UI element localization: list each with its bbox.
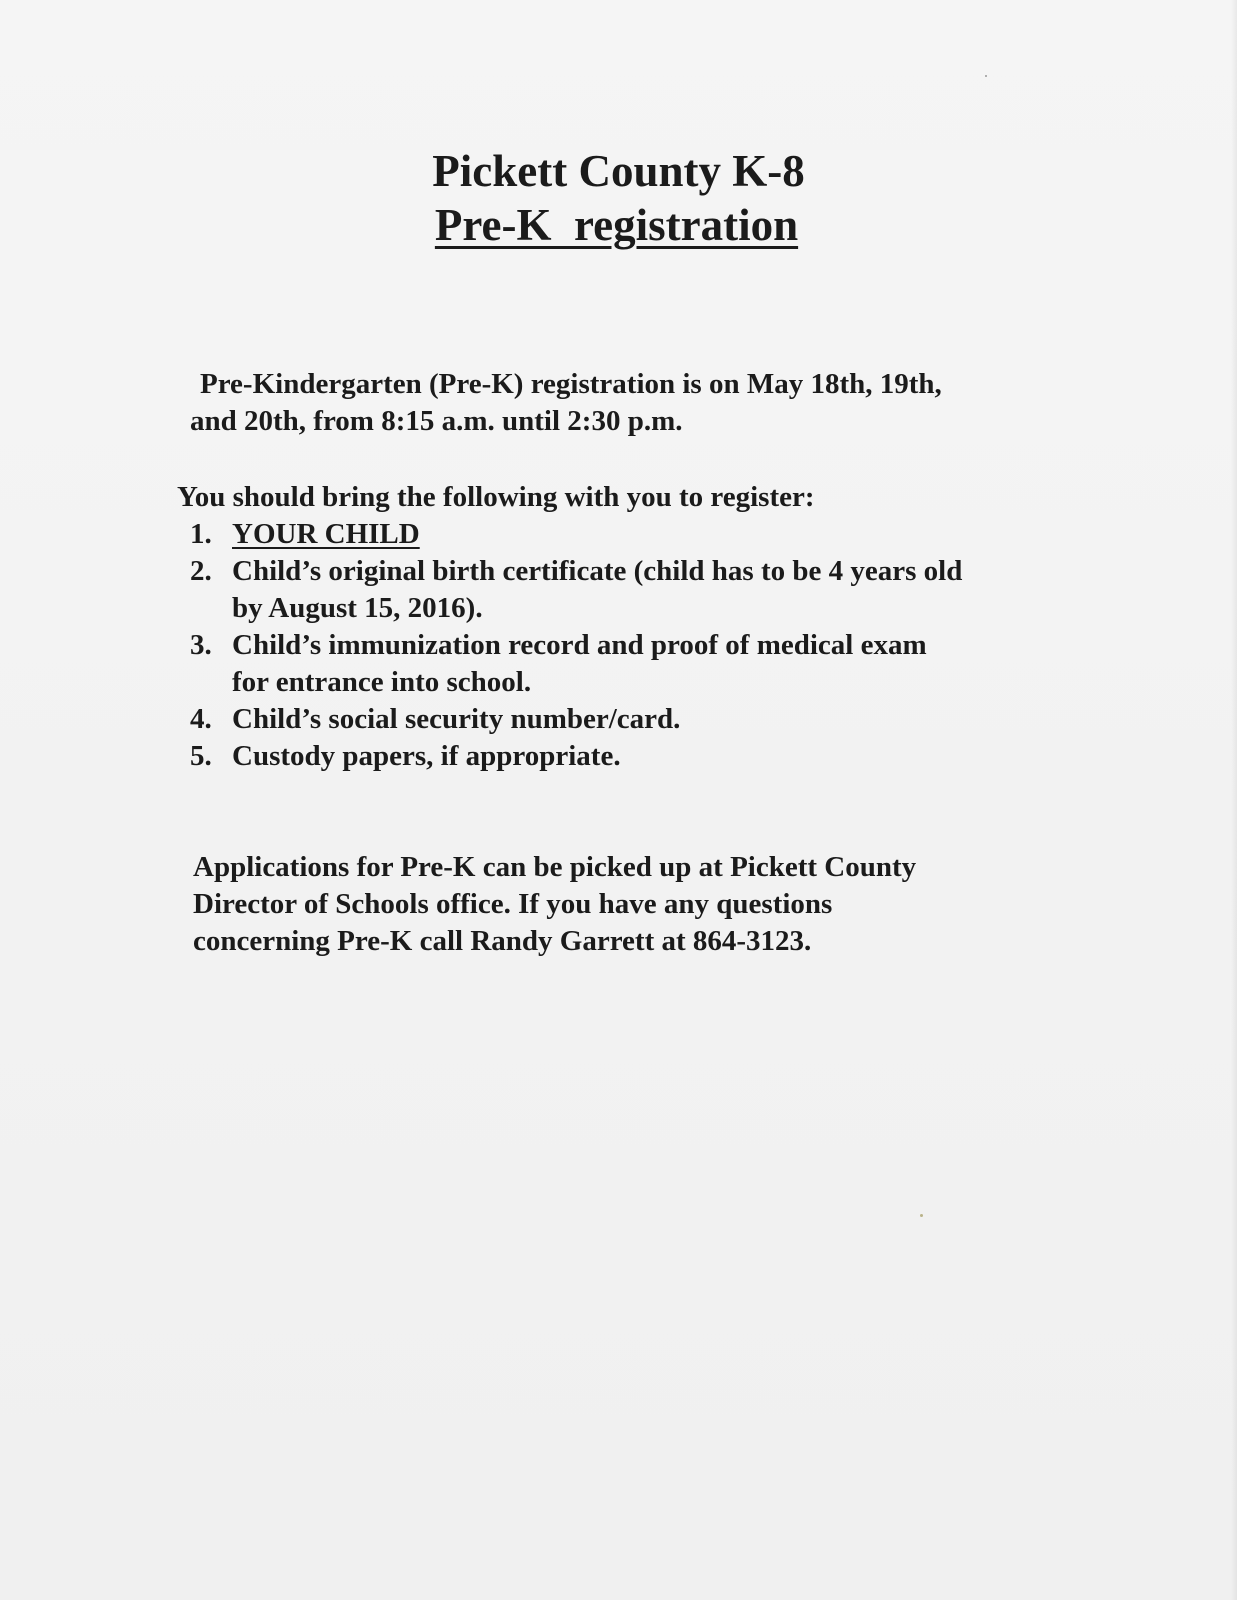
list-item-text: Custody papers, if appropriate.: [232, 740, 621, 772]
list-item-text: YOUR CHILD: [232, 518, 420, 550]
intro-line-2: and 20th, from 8:15 a.m. until 2:30 p.m.: [190, 405, 683, 437]
list-item-text: Child’s original birth certificate (child has to be 4 years old: [232, 555, 963, 587]
requirements-heading: You should bring the following with you to register:: [177, 481, 815, 513]
intro-paragraph: [190, 366, 1090, 440]
page-title: Pickett County K-8: [432, 146, 805, 196]
list-item: [190, 738, 1090, 775]
title-block: [0, 144, 1237, 252]
scan-speck: [985, 75, 987, 77]
list-item: [190, 553, 1090, 627]
list-item-number: 1.: [190, 518, 212, 550]
list-item: [190, 701, 1090, 738]
applications-line-2: Director of Schools office. If you have any questions: [193, 888, 833, 920]
list-item-number: 5.: [190, 740, 212, 772]
list-item-text: Child’s immunization record and proof of medical exam: [232, 629, 927, 661]
list-item: [190, 627, 1090, 701]
list-item-text-continued: by August 15, 2016).: [232, 592, 483, 624]
list-item-number: 2.: [190, 555, 212, 587]
list-item-text-continued: for entrance into school.: [232, 666, 532, 698]
intro-line-1: Pre-Kindergarten (Pre-K) registration is on May 18th, 19th,: [200, 368, 942, 400]
applications-paragraph: [193, 849, 1093, 960]
list-item-number: 3.: [190, 629, 212, 661]
list-item-text: Child’s social security number/card.: [232, 703, 681, 735]
applications-line-3: concerning Pre-K call Randy Garrett at 864-3123.: [193, 925, 812, 957]
page-subtitle: [0, 198, 1237, 252]
page-edge-shadow: [1231, 0, 1237, 1600]
applications-line-1: Applications for Pre-K can be picked up at Pickett County: [193, 851, 917, 883]
requirements-list: [190, 516, 1090, 775]
scan-speck: [920, 1214, 923, 1217]
list-item-number: 4.: [190, 703, 212, 735]
page-subtitle-text: Pre-K registration: [434, 200, 799, 250]
list-item: [190, 516, 1090, 553]
